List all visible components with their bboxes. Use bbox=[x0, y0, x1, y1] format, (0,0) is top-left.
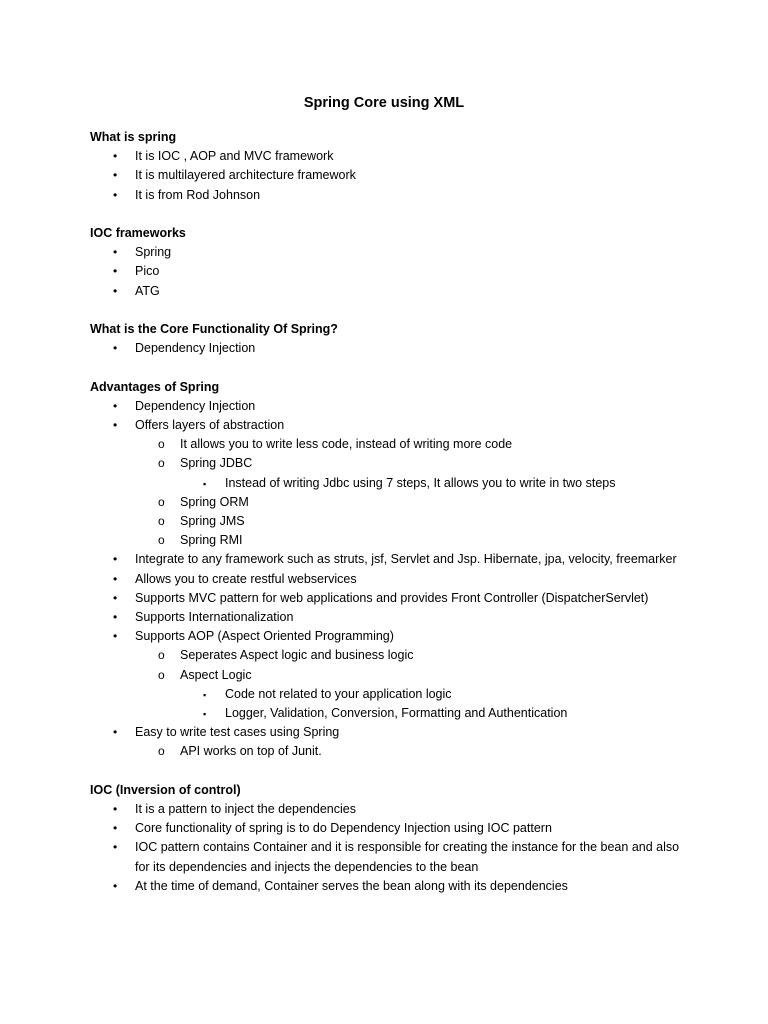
bullet-marker-icon: • bbox=[113, 629, 118, 644]
list-item-text: At the time of demand, Container serves the bean along with its dependencies bbox=[135, 878, 568, 893]
bullet-marker-icon: • bbox=[113, 552, 118, 567]
bullet-marker-icon: • bbox=[113, 187, 118, 202]
bullet-marker-icon: • bbox=[113, 725, 118, 740]
list-item-text: Supports MVC pattern for web applications and provides Front Controller (DispatcherServlet) bbox=[135, 590, 649, 605]
bullet-marker-icon: o bbox=[158, 667, 165, 682]
list-item bbox=[90, 474, 680, 493]
bullet-marker-icon: • bbox=[113, 264, 118, 279]
list-item bbox=[90, 550, 680, 569]
section bbox=[90, 378, 680, 762]
list-item-text: Code not related to your application logic bbox=[225, 686, 452, 701]
list-item-text: Logger, Validation, Conversion, Formatting and Authentication bbox=[225, 705, 568, 720]
list-item bbox=[90, 608, 680, 627]
list-item bbox=[90, 646, 680, 665]
section bbox=[90, 320, 680, 358]
section bbox=[90, 128, 680, 205]
bullet-marker-icon: o bbox=[158, 533, 165, 548]
list-item-text: Spring bbox=[135, 245, 172, 260]
list-item-text: It allows you to write less code, instead of writing more code bbox=[180, 437, 513, 452]
bullet-marker-icon: • bbox=[113, 821, 118, 836]
document-body bbox=[90, 128, 680, 915]
bullet-marker-icon: • bbox=[113, 149, 118, 164]
list-item bbox=[90, 685, 680, 704]
list-item-text: It is IOC , AOP and MVC framework bbox=[135, 149, 334, 164]
list-item-text: It is multilayered architecture framework bbox=[135, 168, 356, 183]
list-item bbox=[90, 704, 680, 723]
list-item bbox=[90, 570, 680, 589]
list-item-text: API works on top of Junit. bbox=[180, 744, 322, 759]
list-item bbox=[90, 416, 680, 435]
bullet-marker-icon: • bbox=[113, 417, 118, 432]
list-item-text: Supports Internationalization bbox=[135, 609, 294, 624]
list-item-text: Pico bbox=[135, 264, 160, 279]
bullet-marker-icon: • bbox=[113, 590, 118, 605]
list-item bbox=[90, 339, 680, 358]
bullet-marker-icon: • bbox=[113, 801, 118, 816]
section-heading: What is the Core Functionality Of Spring? bbox=[90, 321, 338, 336]
bullet-marker-icon: • bbox=[113, 168, 118, 183]
bullet-marker-icon: o bbox=[158, 437, 165, 452]
bullet-list bbox=[90, 243, 680, 301]
list-item-text: Aspect Logic bbox=[180, 667, 252, 682]
list-item-text: Spring JDBC bbox=[180, 456, 253, 471]
list-item bbox=[90, 531, 680, 550]
list-item bbox=[90, 877, 680, 896]
list-item bbox=[90, 243, 680, 262]
list-item bbox=[90, 723, 680, 742]
list-item-text: Spring JMS bbox=[180, 513, 245, 528]
bullet-marker-icon: • bbox=[113, 878, 118, 893]
list-item bbox=[90, 627, 680, 646]
list-item-text: Spring RMI bbox=[180, 533, 243, 548]
section-heading: IOC frameworks bbox=[90, 225, 186, 240]
list-item bbox=[90, 589, 680, 608]
bullet-marker-icon: • bbox=[113, 283, 118, 298]
list-item bbox=[90, 282, 680, 301]
list-item bbox=[90, 819, 680, 838]
bullet-list bbox=[90, 339, 680, 358]
list-item bbox=[90, 666, 680, 685]
bullet-marker-icon: • bbox=[113, 341, 118, 356]
list-item-text: Offers layers of abstraction bbox=[135, 417, 285, 432]
list-item-text: Easy to write test cases using Spring bbox=[135, 725, 340, 740]
list-item-text: ATG bbox=[135, 283, 160, 298]
list-item bbox=[90, 454, 680, 473]
list-item-text: Allows you to create restful webservices bbox=[135, 571, 357, 586]
list-item bbox=[90, 166, 680, 185]
section-heading: What is spring bbox=[90, 130, 177, 144]
list-item-text: Integrate to any framework such as struts, jsf, Servlet and Jsp. Hibernate, jpa, velocity, freemarker bbox=[135, 552, 677, 567]
bullet-marker-icon: • bbox=[113, 609, 118, 624]
bullet-marker-icon: ▪ bbox=[203, 708, 207, 719]
section-heading: IOC (Inversion of control) bbox=[90, 782, 241, 797]
list-item bbox=[90, 147, 680, 166]
list-item-text: Core functionality of spring is to do Dependency Injection using IOC pattern bbox=[135, 821, 552, 836]
list-item bbox=[90, 262, 680, 281]
bullet-list bbox=[90, 397, 680, 762]
bullet-marker-icon: ▪ bbox=[203, 689, 207, 700]
bullet-marker-icon: ▪ bbox=[203, 478, 207, 489]
bullet-marker-icon: o bbox=[158, 456, 165, 471]
bullet-marker-icon: • bbox=[113, 245, 118, 260]
list-item-text: Dependency Injection bbox=[135, 398, 256, 413]
list-item-text: Instead of writing Jdbc using 7 steps, It allows you to write in two steps bbox=[225, 475, 616, 490]
list-item bbox=[90, 493, 680, 512]
list-item bbox=[90, 742, 680, 761]
list-item-text: Seperates Aspect logic and business logic bbox=[180, 648, 414, 663]
bullet-list bbox=[90, 800, 680, 896]
list-item bbox=[90, 186, 680, 205]
list-item-text: It is a pattern to inject the dependencies bbox=[135, 801, 356, 816]
bullet-marker-icon: o bbox=[158, 744, 165, 759]
section bbox=[90, 781, 680, 896]
list-item-text: Spring ORM bbox=[180, 494, 249, 509]
bullet-marker-icon: o bbox=[158, 513, 165, 528]
bullet-list bbox=[90, 147, 680, 205]
section bbox=[90, 224, 680, 301]
list-item bbox=[90, 397, 680, 416]
bullet-marker-icon: o bbox=[158, 648, 165, 663]
section-heading: Advantages of Spring bbox=[90, 379, 220, 394]
bullet-marker-icon: • bbox=[113, 398, 118, 413]
list-item bbox=[90, 512, 680, 531]
list-item-text: IOC pattern contains Container and it is responsible for creating the instance for the bean and also for its dependencies and injects the dependencies to the bean bbox=[135, 840, 680, 874]
bullet-marker-icon: • bbox=[113, 571, 118, 586]
list-item bbox=[90, 800, 680, 819]
list-item-text: Dependency Injection bbox=[135, 341, 256, 356]
list-item-text: It is from Rod Johnson bbox=[135, 187, 261, 202]
list-item bbox=[90, 435, 680, 454]
bullet-marker-icon: o bbox=[158, 494, 165, 509]
list-item-text: Supports AOP (Aspect Oriented Programming) bbox=[135, 629, 394, 644]
bullet-marker-icon: • bbox=[113, 840, 118, 855]
document-title: Spring Core using XML bbox=[303, 95, 465, 111]
list-item bbox=[90, 838, 680, 876]
